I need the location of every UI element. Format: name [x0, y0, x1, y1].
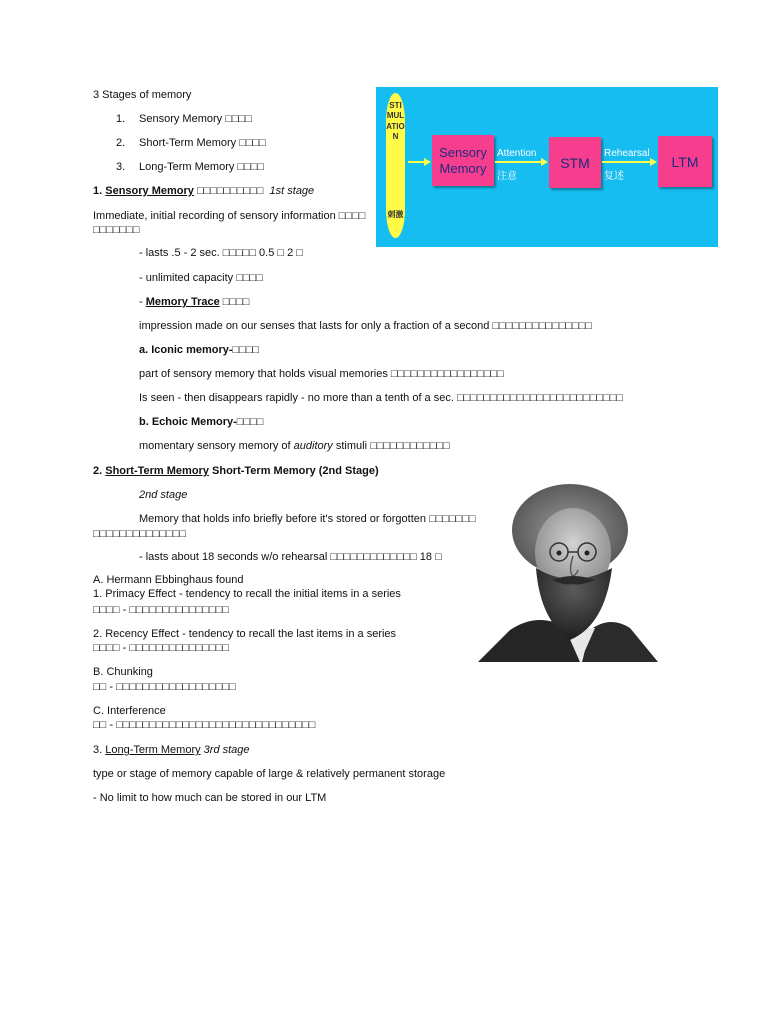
section2-holds-a: Memory that holds info briefly before it's stored or forgotten □□□□□□□ [139, 513, 476, 525]
section2-title: Short-Term Memory [105, 465, 209, 477]
stm-box: STM [549, 137, 601, 188]
section2-heading [93, 464, 379, 478]
stage-list-item-1: Sensory Memory □□□□ [139, 113, 252, 125]
page-heading: 3 Stages of memory [93, 89, 192, 101]
section1-title: Sensory Memory [105, 185, 194, 197]
section2-lasts: - lasts about 18 seconds w/o rehearsal □□□□□□□□□□□□□ 18 □ [139, 551, 442, 563]
section3-stage: 3rd stage [203, 744, 250, 756]
section1-heading [93, 184, 314, 198]
stimulation-cn: 刺激 [387, 210, 404, 219]
interference-title: C. Interference [93, 705, 166, 717]
stage-list-item-3: Long-Term Memory □□□□ [139, 161, 264, 173]
section2-title-rest: Short-Term Memory (2nd Stage) [212, 465, 379, 477]
section1-intro-a: Immediate, initial recording of sensory information □□□□ [93, 210, 366, 222]
section2-stage: 2nd stage [139, 489, 188, 501]
echoic-memory-title: b. Echoic Memory-□□□□ [139, 416, 264, 428]
memory-trace-title: Memory Trace [145, 296, 220, 308]
section2-holds-b: □□□□□□□□□□□□□□ [93, 528, 187, 540]
memory-trace-desc: impression made on our senses that lasts for only a fraction of a second □□□□□□□□□□□□□□□ [139, 320, 593, 332]
section1-title-cn: □□□□□□□□□□ [193, 185, 264, 197]
stage-list-num-3: 3. [116, 161, 126, 173]
interference-cn: □□ - □□□□□□□□□□□□□□□□□□□□□□□□□□□□□□ [93, 719, 316, 731]
echoic-desc-part-a: momentary sensory memory of [139, 440, 294, 452]
memory-trace-line [139, 295, 249, 309]
memory-trace-dash: - [139, 296, 146, 308]
stage-list-item-2: Short-Term Memory □□□□ [139, 137, 266, 149]
section1-capacity: - unlimited capacity □□□□ [139, 272, 263, 284]
sensory-memory-box [432, 135, 494, 186]
section3-title: Long-Term Memory [105, 744, 201, 756]
man-portrait-photo [470, 480, 690, 662]
section3-nolimit: - No limit to how much can be stored in our LTM [93, 792, 327, 804]
iconic-memory-title: a. Iconic memory-□□□□ [139, 344, 260, 356]
iconic-memory-desc: part of sensory memory that holds visual memories □□□□□□□□□□□□□□□□□ [139, 368, 504, 380]
memory-model-diagram [376, 87, 718, 247]
ebbinghaus-found: A. Hermann Ebbinghaus found [93, 574, 244, 586]
ltm-box: LTM [658, 136, 712, 187]
section3-desc: type or stage of memory capable of large & relatively permanent storage [93, 768, 446, 780]
iconic-memory-seen: Is seen - then disappears rapidly - no more than a tenth of a sec. □□□□□□□□□□□□□□□□□□□□□□□□□ [139, 392, 624, 404]
section3-heading [93, 743, 250, 757]
primacy-effect: 1. Primacy Effect - tendency to recall the initial items in a series [93, 588, 401, 600]
section1-lasts: - lasts .5 - 2 sec. □□□□□ 0.5 □ 2 □ [139, 247, 303, 259]
stage-list-num-2: 2. [116, 137, 126, 149]
section2-num: 2. [93, 465, 103, 477]
sensory-box-line2: Memory [439, 160, 487, 176]
stage-list-num-1: 1. [116, 113, 126, 125]
attention-cn-label: 注意 [497, 171, 517, 182]
chunking-cn: □□ - □□□□□□□□□□□□□□□□□□ [93, 681, 236, 693]
sensory-box-line1: Sensory [439, 144, 487, 160]
arrow-sensory-to-stm [495, 161, 542, 163]
echoic-memory-desc [139, 439, 450, 453]
echoic-desc-part-b: stimuli □□□□□□□□□□□□ [332, 440, 450, 452]
echoic-desc-italic: auditory [293, 440, 333, 452]
arrow-stm-to-ltm [602, 161, 651, 163]
recency-effect: 2. Recency Effect - tendency to recall the last items in a series [93, 628, 397, 640]
arrow-stim-to-sensory [408, 161, 425, 163]
chunking-title: B. Chunking [93, 666, 153, 678]
section1-intro-b: □□□□□□□ [93, 224, 140, 236]
section3-num: 3. [93, 744, 103, 756]
recency-effect-cn: □□□□ - □□□□□□□□□□□□□□□ [93, 642, 230, 654]
stimulation-letters: STIMULATION [386, 101, 405, 142]
primacy-effect-cn: □□□□ - □□□□□□□□□□□□□□□ [93, 604, 230, 616]
section1-stage: 1st stage [269, 185, 315, 197]
rehearsal-cn-label: 复述 [604, 171, 624, 182]
attention-label: Attention [497, 148, 537, 159]
rehearsal-label: Rehearsal [604, 148, 650, 159]
section1-num: 1. [93, 185, 103, 197]
memory-trace-cn: □□□□ [219, 296, 250, 308]
stimulation-oval [386, 93, 405, 238]
